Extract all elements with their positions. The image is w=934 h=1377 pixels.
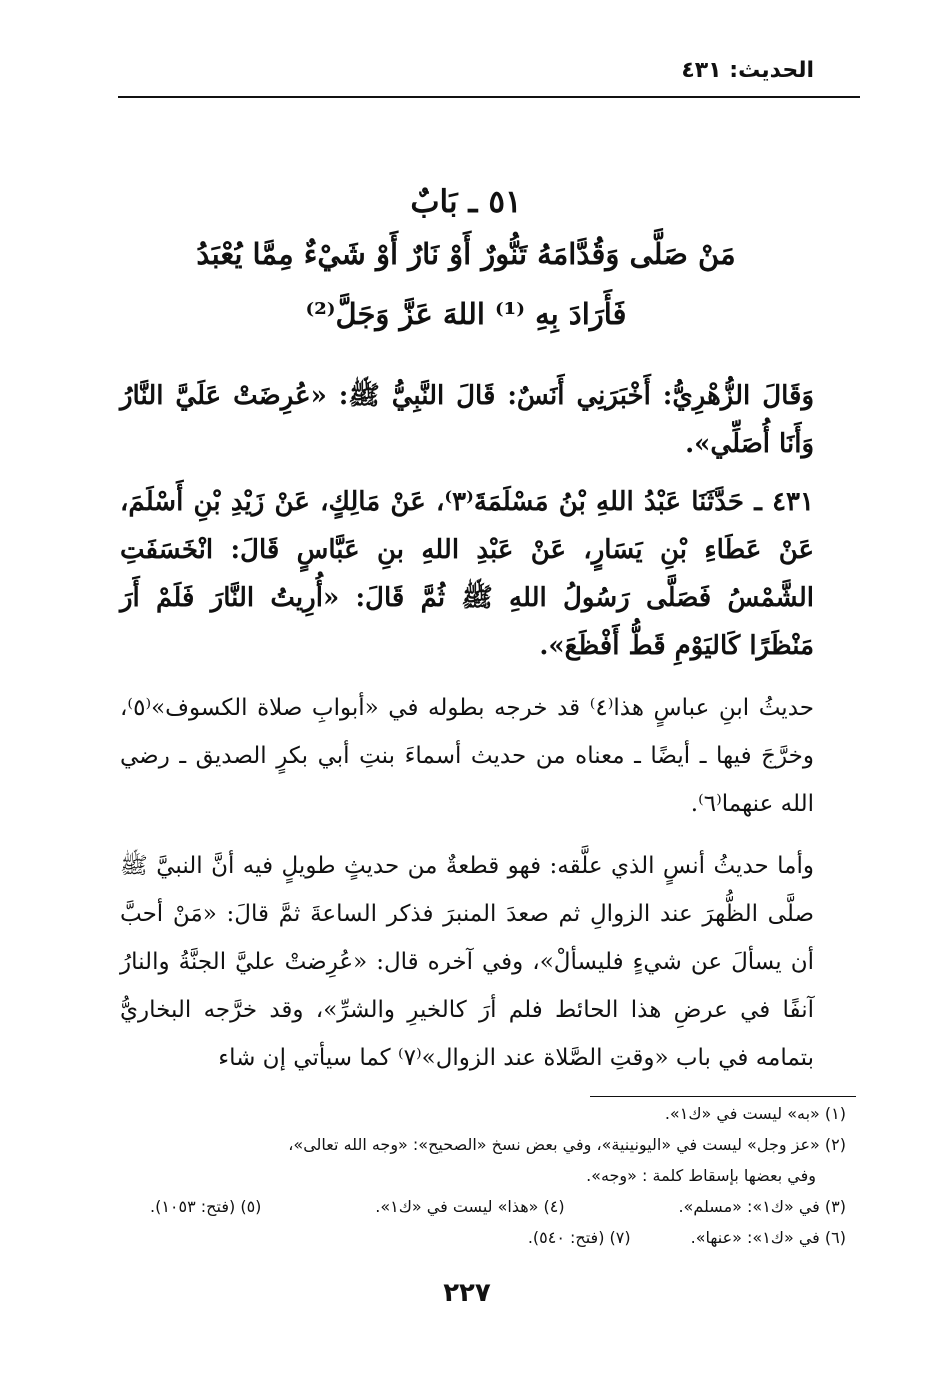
main-text	[120, 372, 814, 1082]
footnote-6: (٦) في «ك١»: «عنها».	[690, 1228, 846, 1247]
footnote-2: (٢) «عز وجل» ليست في «اليونينية»، وفي بعض نسخ «الصحيح»: «وجه الله تعالى»،	[288, 1135, 846, 1154]
mualaq-paragraph: وَقَالَ الزُّهْرِيُّ: أَخْبَرَنِي أَنَسٌ: قَالَ النَّبِيُّ ﷺ: «عُرِضَتْ عَلَيَّ النَّارُ وَأَنَا أُصَلِّي».	[120, 381, 814, 459]
chapter-number: ٥١ ـ بَابٌ	[410, 184, 522, 220]
chapter-heading	[118, 180, 814, 344]
page-number: ٢٢٧	[443, 1278, 491, 1308]
running-head: الحديث: ٤٣١	[681, 58, 814, 83]
commentary-paragraph-2: وأما حديثُ أنسٍ الذي علَّقه: فهو قطعةٌ من حديثٍ طويلٍ فيه أنَّ النبيَّ ﷺ صلَّى الظُّهرَ عند الزوالِ ثم صعدَ المنبرَ فذكر الساعةَ ثمَّ قالَ: «مَنْ أحبَّ أن يسألَ عن شيءٍ فليسألْ»، وفي آخره قال: «عُرِضتْ عليَّ الجنَّةُ والنارُ آنفًا في عرضِ هذا الحائط فلم أرَ كالخيرِ والشرِّ»، وقد خرَّجه البخاريُّ بتمامه في باب «وقتِ الصَّلاة عند الزوال»⁽٧⁾ كما سيأتي إن شاء	[120, 853, 814, 1071]
chapter-title-line-1: مَنْ صَلَّى وَقُدَّامَهُ تَنُّورٌ أَوْ نَارٌ أَوْ شَيْءٌ مِمَّا يُعْبَدُ	[196, 237, 736, 271]
commentary-paragraph-1: حديثُ ابنِ عباسٍ هذا⁽٤⁾ قد خرجه بطوله في «أبوابِ صلاة الكسوف»⁽٥⁾، وخرَّجَ فيها ـ أيضًا ـ معناه من حديث أسماءَ بنتِ أبي بكرٍ الصديق ـ رضي الله عنهما⁽٦⁾.	[120, 695, 814, 817]
chapter-title-line-2: فَأَرَادَ بِهِ ⁽¹⁾ اللهَ عَزَّ وَجَلَّ⁽²⁾	[305, 297, 627, 331]
footnote-1: (١) «به» ليست في «ك١».	[664, 1104, 846, 1123]
footnote-5: (٥) (فتح: ١٠٥٣).	[150, 1197, 262, 1216]
footnote-row-6-7	[150, 1222, 846, 1253]
footnotes	[150, 1098, 846, 1253]
footnote-2-continued: وفي بعضها بإسقاط كلمة : «وجه».	[586, 1166, 816, 1185]
hadith-431-paragraph: ٤٣١ ـ حَدَّثَنَا عَبْدُ اللهِ بْنُ مَسْلَمَةَ⁽٣⁾، عَنْ مَالِكٍ، عَنْ زَيْدِ بْنِ أَسْلَمَ، عَنْ عَطَاءِ بْنِ يَسَارٍ، عَنْ عَبْدِ اللهِ بنِ عَبَّاسٍ قَالَ: انْخَسَفَتِ الشَّمْسُ فَصَلَّى رَسُولُ اللهِ ﷺ ثُمَّ قَالَ: «أُرِيتُ النَّارَ فَلَمْ أَرَ مَنْظَرًا كَاليَوْمِ قَطُّ أَفْظَعَ».	[120, 487, 814, 661]
footnote-row-3-5	[150, 1191, 846, 1222]
footnote-4: (٤) «هذا» ليست في «ك١».	[375, 1197, 565, 1216]
footnote-3: (٣) في «ك١»: «مسلم».	[678, 1197, 846, 1216]
footnote-divider	[590, 1096, 856, 1097]
footnote-7: (٧) (فتح: ٥٤٠).	[527, 1228, 631, 1247]
header-divider	[118, 96, 860, 98]
